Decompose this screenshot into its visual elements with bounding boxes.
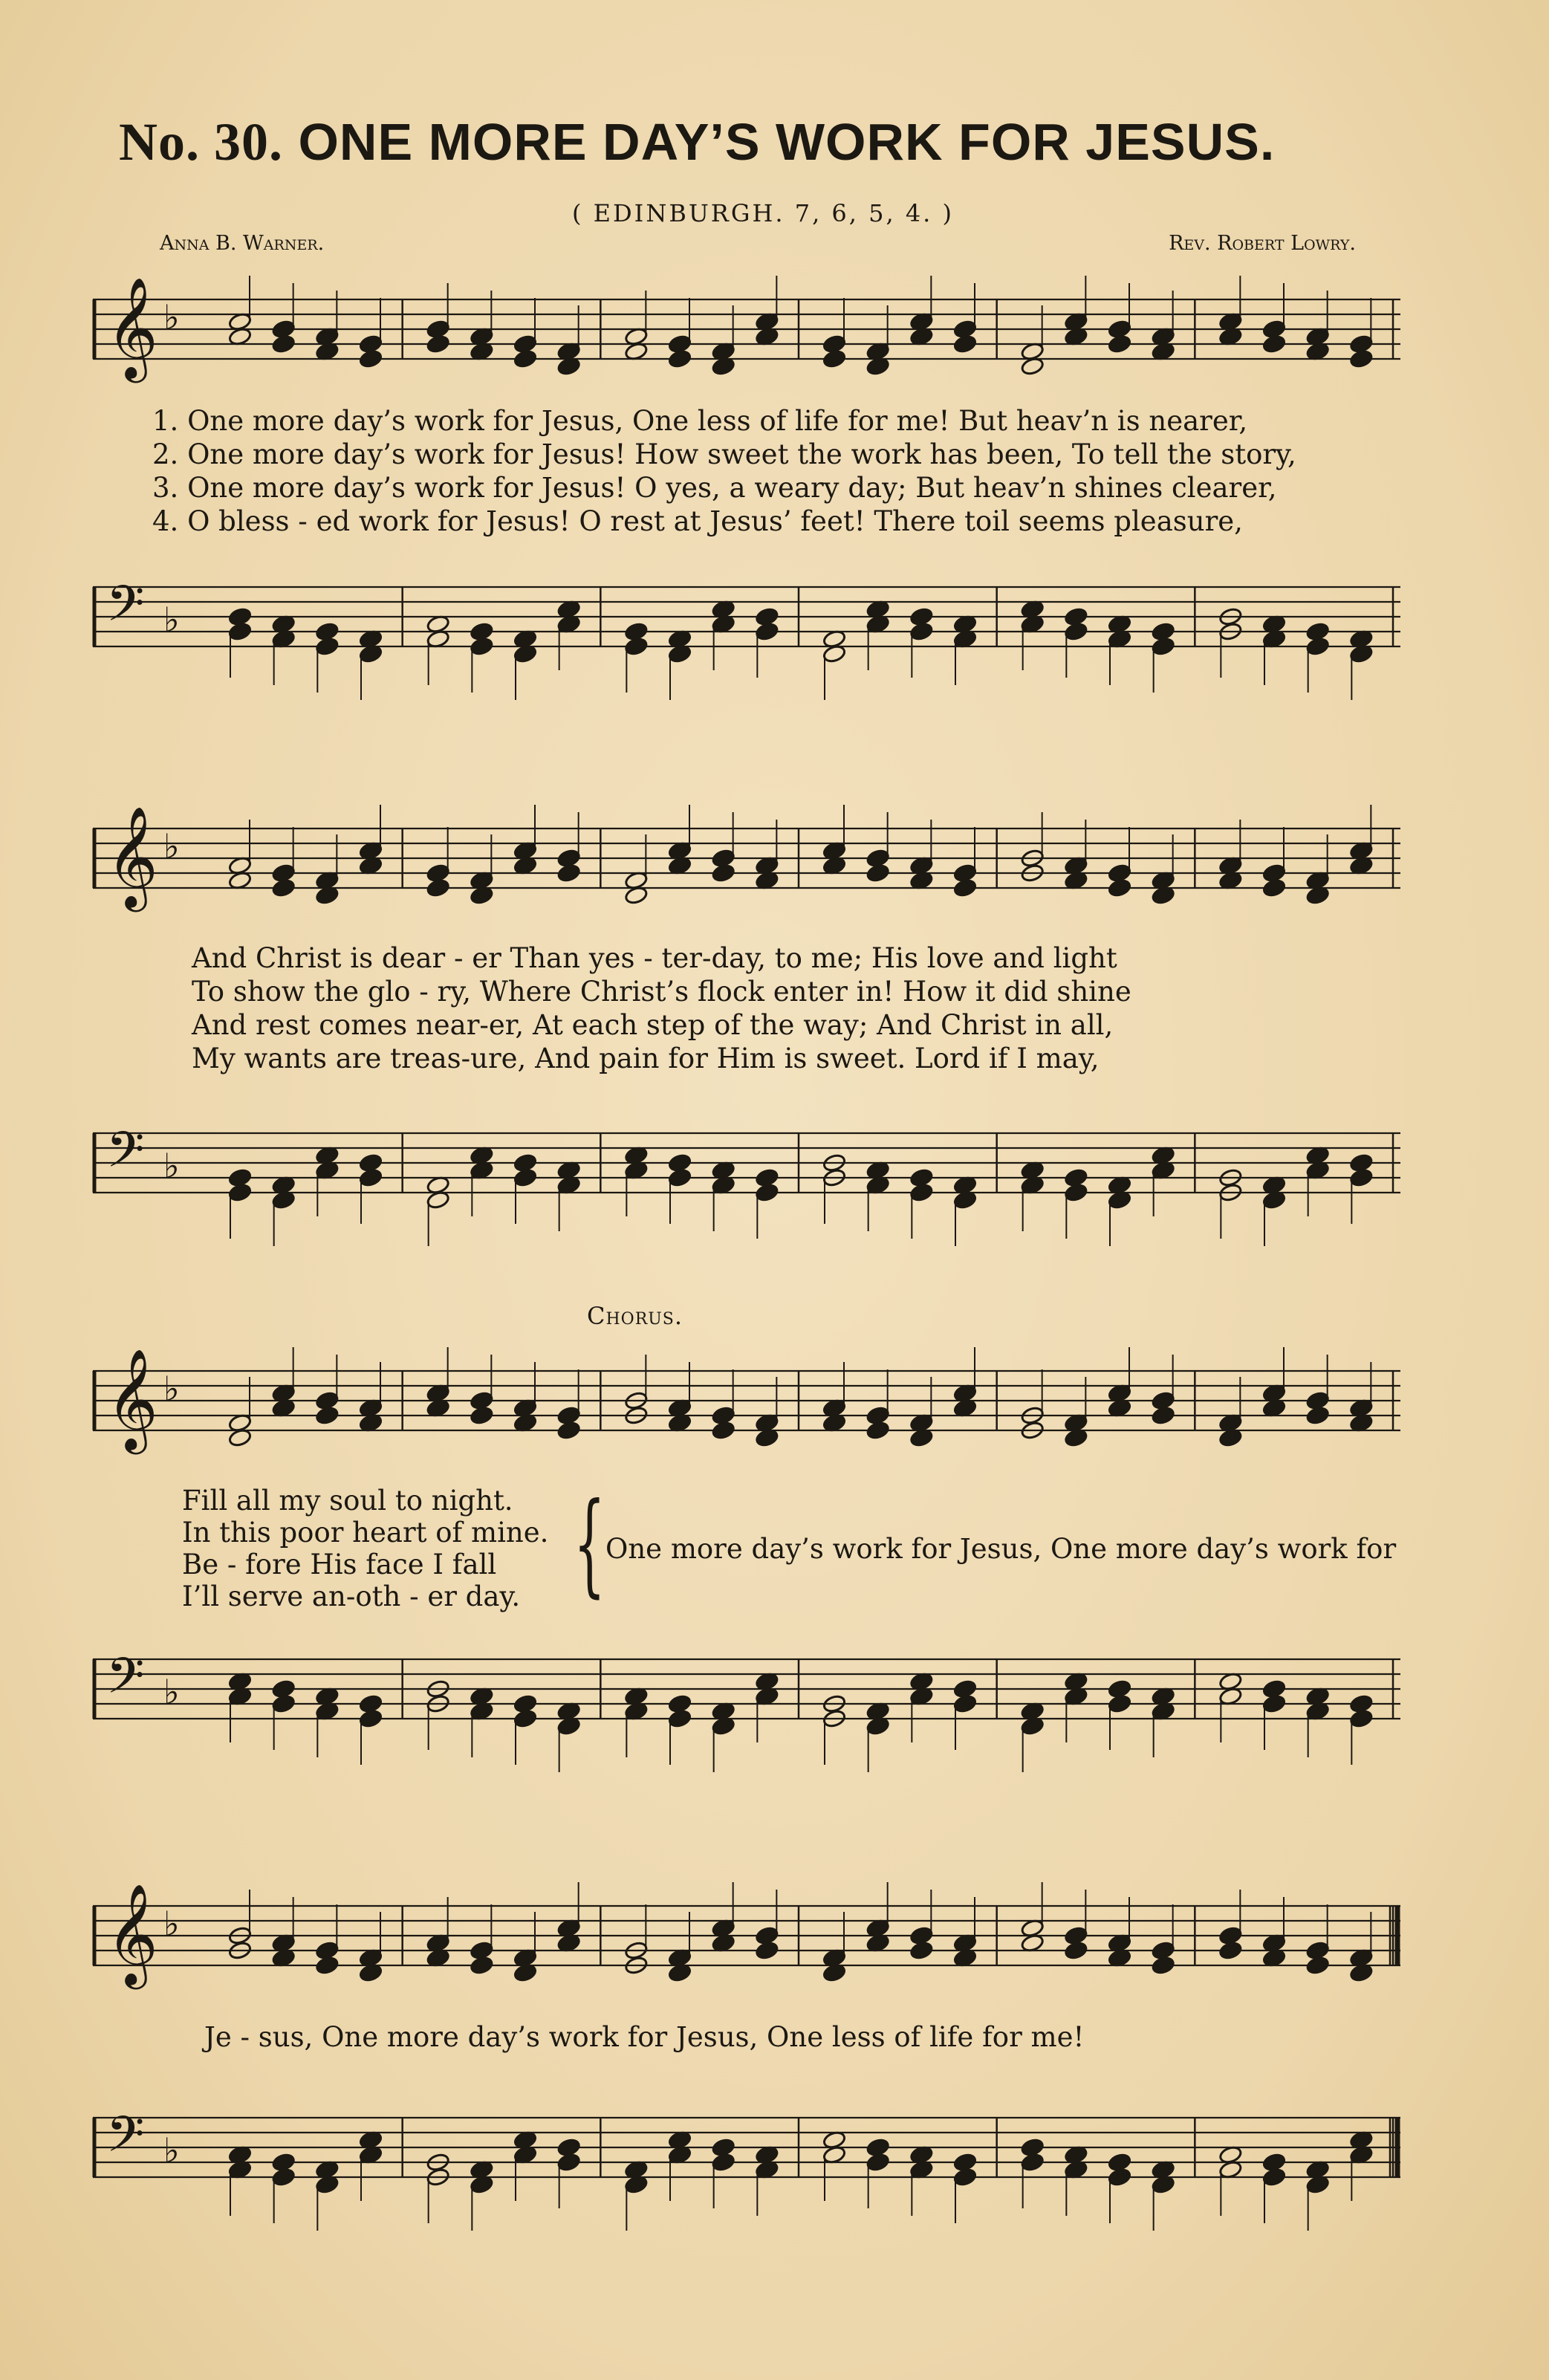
svg-text:♭: ♭ [163,1672,180,1712]
verse-4-line-c: I’ll serve an-oth - er day. [182,1580,521,1612]
bass-staff [93,1122,1400,1204]
verse-4-line-b: My wants are treas-ure, And pain for Him is sweet. Lord if I may, [192,1043,1100,1074]
svg-text:𝄢: 𝄢 [106,2106,145,2175]
verse-3-line-a: 3. One more day’s work for Jesus! O yes, a weary day; But heav’n shines clearer, [152,472,1277,504]
lyricist: Anna B. Warner. [160,232,325,255]
svg-text:𝄞: 𝄞 [106,276,158,378]
svg-text:♭: ♭ [163,1146,180,1186]
verse-1-line-b: And Christ is dear - er Than yes - ter-day, to me; His love and light [192,942,1117,974]
chorus-line-1: One more day’s work for Jesus, One more day’s work for [605,1533,1397,1565]
tune-name: ( EDINBURGH. 7, 6, 5, 4. ) [572,199,954,227]
verse-brace: { [574,1479,605,1609]
treble-staff [93,805,1400,907]
treble-staff [93,1882,1400,1985]
verse-4-line-a: 4. O bless - ed work for Jesus! O rest at Jesus’ feet! There toil seems pleasure, [152,505,1243,537]
bass-staff [93,1648,1400,1730]
svg-text:♭: ♭ [163,826,180,866]
hymn-title [119,111,1471,173]
svg-text:♭: ♭ [163,1904,180,1944]
verse-2-line-b: To show the glo - ry, Where Christ’s flock enter in! How it did shine [192,976,1131,1008]
treble-staff [93,276,1400,378]
composer: Rev. Robert Lowry. [1169,232,1356,255]
svg-text:𝄞: 𝄞 [106,1347,158,1450]
verse-3-line-c: Be - fore His face I fall [182,1549,497,1580]
svg-text:♭: ♭ [163,297,180,337]
svg-text:𝄢: 𝄢 [106,575,145,644]
hymn-number: No. 30. [119,112,283,172]
svg-text:♭: ♭ [163,2130,180,2170]
verse-3-line-b: And rest comes near-er, At each step of the way; And Christ in all, [192,1009,1114,1041]
chorus-line-2: Je - sus, One more day’s work for Jesus, One less of life for me! [204,2021,1085,2053]
verse-1-line-a: 1. One more day’s work for Jesus, One less of life for me! But heav’n is nearer, [152,405,1248,437]
svg-text:♭: ♭ [163,1369,180,1409]
svg-text:♭: ♭ [163,600,180,640]
verse-1-line-c: Fill all my soul to night. [182,1485,513,1517]
verse-2-line-a: 2. One more day’s work for Jesus! How sweet the work has been, To tell the story, [152,438,1296,470]
chorus-label: Chorus. [587,1302,683,1330]
treble-staff [93,1347,1400,1450]
verse-2-line-c: In this poor heart of mine. [182,1517,549,1549]
svg-text:𝄢: 𝄢 [106,1647,145,1716]
bass-staff [93,2107,1400,2188]
hymn-title-text: ONE MORE DAY’S WORK FOR JESUS. [298,113,1276,171]
svg-text:𝄢: 𝄢 [106,1121,145,1190]
svg-text:𝄞: 𝄞 [106,805,158,907]
svg-text:𝄞: 𝄞 [106,1882,158,1985]
bass-staff [93,576,1400,658]
